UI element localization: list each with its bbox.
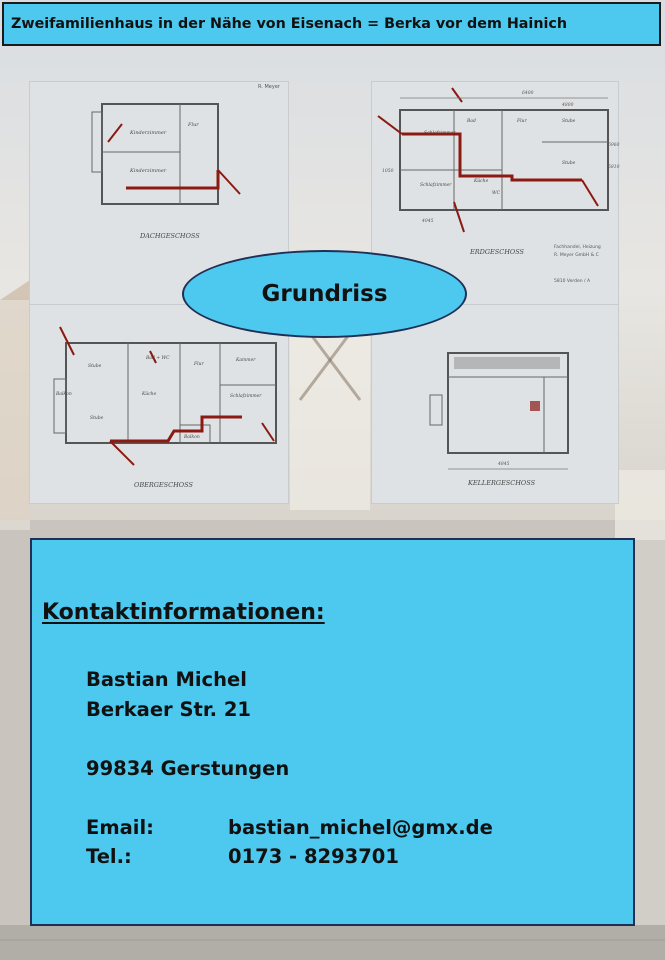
room-label: Kinderzimmer: [130, 168, 167, 174]
floor-label: OBERGESCHOSS: [134, 481, 193, 489]
contact-heading: Kontaktinformationen:: [42, 600, 325, 625]
grundriss-label: Grundriss: [261, 281, 388, 307]
grundriss-oval: [182, 250, 467, 338]
room-label: Kinderzimmer: [130, 130, 167, 136]
contact-street: Berkaer Str. 21: [86, 698, 251, 721]
phone-value[interactable]: 0173 - 8293701: [228, 845, 399, 868]
dimension-label: 4845: [498, 462, 510, 467]
room-label: Bad + WC: [146, 356, 170, 361]
contact-email-row: [86, 816, 493, 839]
dimension-label: 4800: [562, 103, 574, 108]
contact-box: [30, 538, 635, 926]
room-label: Balkon: [56, 392, 72, 397]
stamp-text: R. Meyer GmbH & C: [554, 253, 599, 258]
room-label: Schlafzimmer: [424, 131, 456, 136]
dimension-label: 6960: [608, 143, 620, 148]
plan-kellergeschoss: [372, 305, 618, 503]
phone-label: Tel.:: [86, 845, 132, 868]
room-label: Küche: [474, 179, 489, 184]
contact-name: Bastian Michel: [86, 668, 247, 691]
room-label: Stube: [90, 416, 104, 421]
stamp-text: R. Meyer: [258, 84, 280, 90]
room-label: Stube: [562, 161, 576, 166]
stamp-text: 5810 Verden / A: [554, 279, 591, 284]
dimension-label: 5810: [608, 165, 620, 170]
room-label: Flur: [517, 119, 527, 124]
kellergeschoss-drawing: [372, 305, 618, 503]
floor-label: DACHGESCHOSS: [140, 232, 200, 240]
header-banner: [2, 2, 661, 46]
room-label: Schlafzimmer: [230, 394, 262, 399]
room-label: Balkon: [184, 435, 200, 440]
dimension-label: 6400: [522, 91, 534, 96]
stamp-text: Fachhandel, Heizung: [554, 245, 601, 250]
obergeschoss-drawing: [30, 305, 288, 503]
room-label: Flur: [194, 362, 204, 367]
room-label: WC: [492, 191, 501, 196]
email-label: Email:: [86, 816, 154, 839]
floor-label: KELLERGESCHOSS: [468, 479, 536, 487]
room-label: Flur: [188, 122, 199, 128]
dimension-label: 1050: [382, 169, 394, 174]
room-label: Stube: [88, 364, 102, 369]
plan-obergeschoss: [30, 305, 288, 503]
page-title: Zweifamilienhaus in der Nähe von Eisenach = Berka vor dem Hainich: [11, 16, 568, 32]
contact-city: 99834 Gerstungen: [86, 757, 290, 780]
room-label: Schlafzimmer: [420, 183, 452, 188]
room-label: Bad: [467, 119, 476, 124]
contact-phone-row: [86, 845, 399, 868]
email-value[interactable]: bastian_michel@gmx.de: [228, 816, 493, 839]
room-label: Stube: [562, 119, 576, 124]
room-label: Küche: [142, 392, 157, 397]
room-label: Kammer: [236, 358, 256, 363]
dimension-label: 4045: [422, 219, 434, 224]
floor-label: ERDGESCHOSS: [470, 248, 525, 256]
